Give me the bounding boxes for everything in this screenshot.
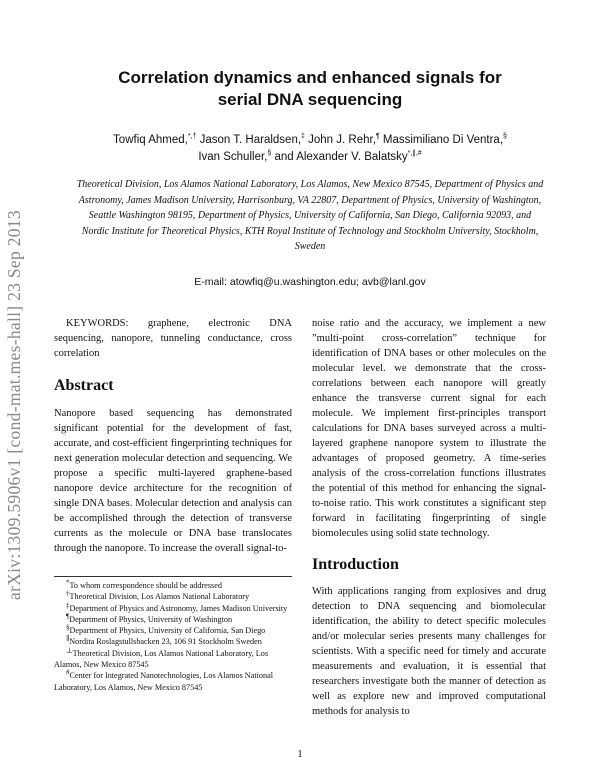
footnote (54, 580, 292, 591)
footnote (54, 636, 292, 647)
author-ahmed: Towfiq Ahmed, (113, 134, 188, 146)
footnote (54, 600, 292, 614)
footnote-mark: ‡ (66, 600, 70, 609)
footnote-text: Theoretical Division, Los Alamos National Laboratory (69, 592, 250, 602)
footnote (54, 648, 292, 671)
introduction-text: With applications ranging from explosives and drug detection to DNA sequencing and biomolecular identification, the ability to detect specific molecules and/or molecular series presents many challenges for scientists. With a specific need for timely and accurate measurements and evaluation, it is essential that researchers investigate both the manner of detection as well as explore new and improved computational methods for analysis to (312, 586, 546, 717)
right-column (312, 316, 546, 719)
footnote (54, 614, 292, 625)
footnote-text: Nordita Roslagstullsbacken 23, 106 91 Stockholm Sweden (69, 637, 262, 647)
left-column (54, 316, 292, 556)
page-number: 1 (297, 748, 303, 760)
author-haraldsen: Jason T. Haraldsen, (196, 134, 302, 146)
author-diventra: Massimiliano Di Ventra, (379, 134, 504, 146)
footnote (54, 625, 292, 636)
footnote-mark: † (66, 589, 70, 598)
author-ahmed-marks: *,† (187, 133, 197, 141)
abstract-text-part-2: noise ratio and the accuracy, we implement a new ”multi-point cross-correlation” technique for identification of DNA bases or other molecules on the molecular level. we demonstrate that the cross-correlations between each nanopore will greatly enhance the transverse current signal for each molecule. We implement first-principles transport calculations for DNA bases surveyed across a multi-layered graphene nanopore system to illustrate the advantages of proposed geometry. A time-series analysis of the cross-correlation functions illustrates the potential of this method for enhancing the signal-to-noise ratio. This work constitutes a significant step forward in facilitating fingerprinting of single biomolecules using solid state technology. (312, 318, 546, 539)
author-rehr: John J. Rehr, (304, 134, 376, 146)
footnote-mark: § (66, 623, 70, 632)
author-balatsky-marks: *,∥,# (407, 150, 422, 158)
footnote-mark: ¶ (66, 612, 70, 621)
paper-title (60, 67, 560, 111)
author-list (60, 132, 560, 166)
abstract-heading: Abstract (54, 377, 114, 394)
footnote-text: Center for Integrated Nanotechnologies, Los Alamos National Laboratory, Los Alamos, New Mexico 87545 (54, 671, 273, 692)
footnote-text: Department of Physics, University of Washington (69, 614, 233, 624)
footnote (54, 670, 292, 693)
footnote-mark: ∥ (66, 634, 70, 643)
author-schuller: Ivan Schuller, (198, 151, 268, 163)
author-schuller-marks: § (267, 150, 272, 158)
footnote-text: Theoretical Division, Los Alamos National Laboratory, Los Alamos, New Mexico 87545 (54, 648, 269, 670)
footnote (54, 591, 292, 602)
author-rehr-marks: ¶ (375, 133, 380, 141)
introduction-heading: Introduction (312, 556, 399, 573)
keywords: KEYWORDS: graphene, electronic DNA sequencing, nanopore, tunneling conductance, cross correlation (54, 318, 292, 359)
footnote-mark: # (66, 668, 70, 677)
title-line-1: Correlation dynamics and enhanced signals for (118, 68, 502, 87)
arxiv-identifier-stamp: arXiv:1309.5906v1 [cond-mat.mes-hall] 23 Sep 2013 (4, 210, 24, 600)
footnote-text: Department of Physics, University of California, San Diego (69, 626, 266, 636)
footnotes (54, 576, 292, 693)
footnote-mark: * (66, 578, 70, 587)
author-diventra-marks: § (503, 133, 507, 141)
footnote-text: Department of Physics and Astronomy, James Madison University (69, 603, 288, 613)
author-balatsky: and Alexander V. Balatsky (271, 151, 408, 163)
affiliations-block: Theoretical Division, Los Alamos National Laboratory, Los Alamos, New Mexico 87545, Department of Physics and Astronomy, James Madison University, Harrisonburg, VA 22807, Department of Physics, University of Washington, Seattle Washington 98195, Department of Physics, University of California, San Diego, California 92093, and Nordic Institute for Theoretical Physics, KTH Royal Institute of Technology and Stockholm University, Stockholm, Sweden (76, 179, 544, 253)
contact-email: E-mail: atowfiq@u.washington.edu; avb@lanl.gov (194, 276, 426, 288)
title-line-2: serial DNA sequencing (217, 90, 403, 109)
footnote-mark: ⊥ (66, 646, 73, 655)
footnote-text: To whom correspondence should be addressed (69, 581, 222, 590)
author-haraldsen-marks: ‡ (301, 133, 305, 141)
abstract-text-part-1: Nanopore based sequencing has demonstrated significant potential for the development of fast, accurate, and cost-efficient fingerprinting techniques for next generation molecular detection and sequencing. We propose a specific multi-layered graphene-based nanopore device architecture for the recognition of single DNA bases. Molecular detection and analysis can be accomplished through the detection of transverse currents as the molecule or DNA base translocates through the nanopore. To increase the overall signal-to- (54, 408, 292, 554)
